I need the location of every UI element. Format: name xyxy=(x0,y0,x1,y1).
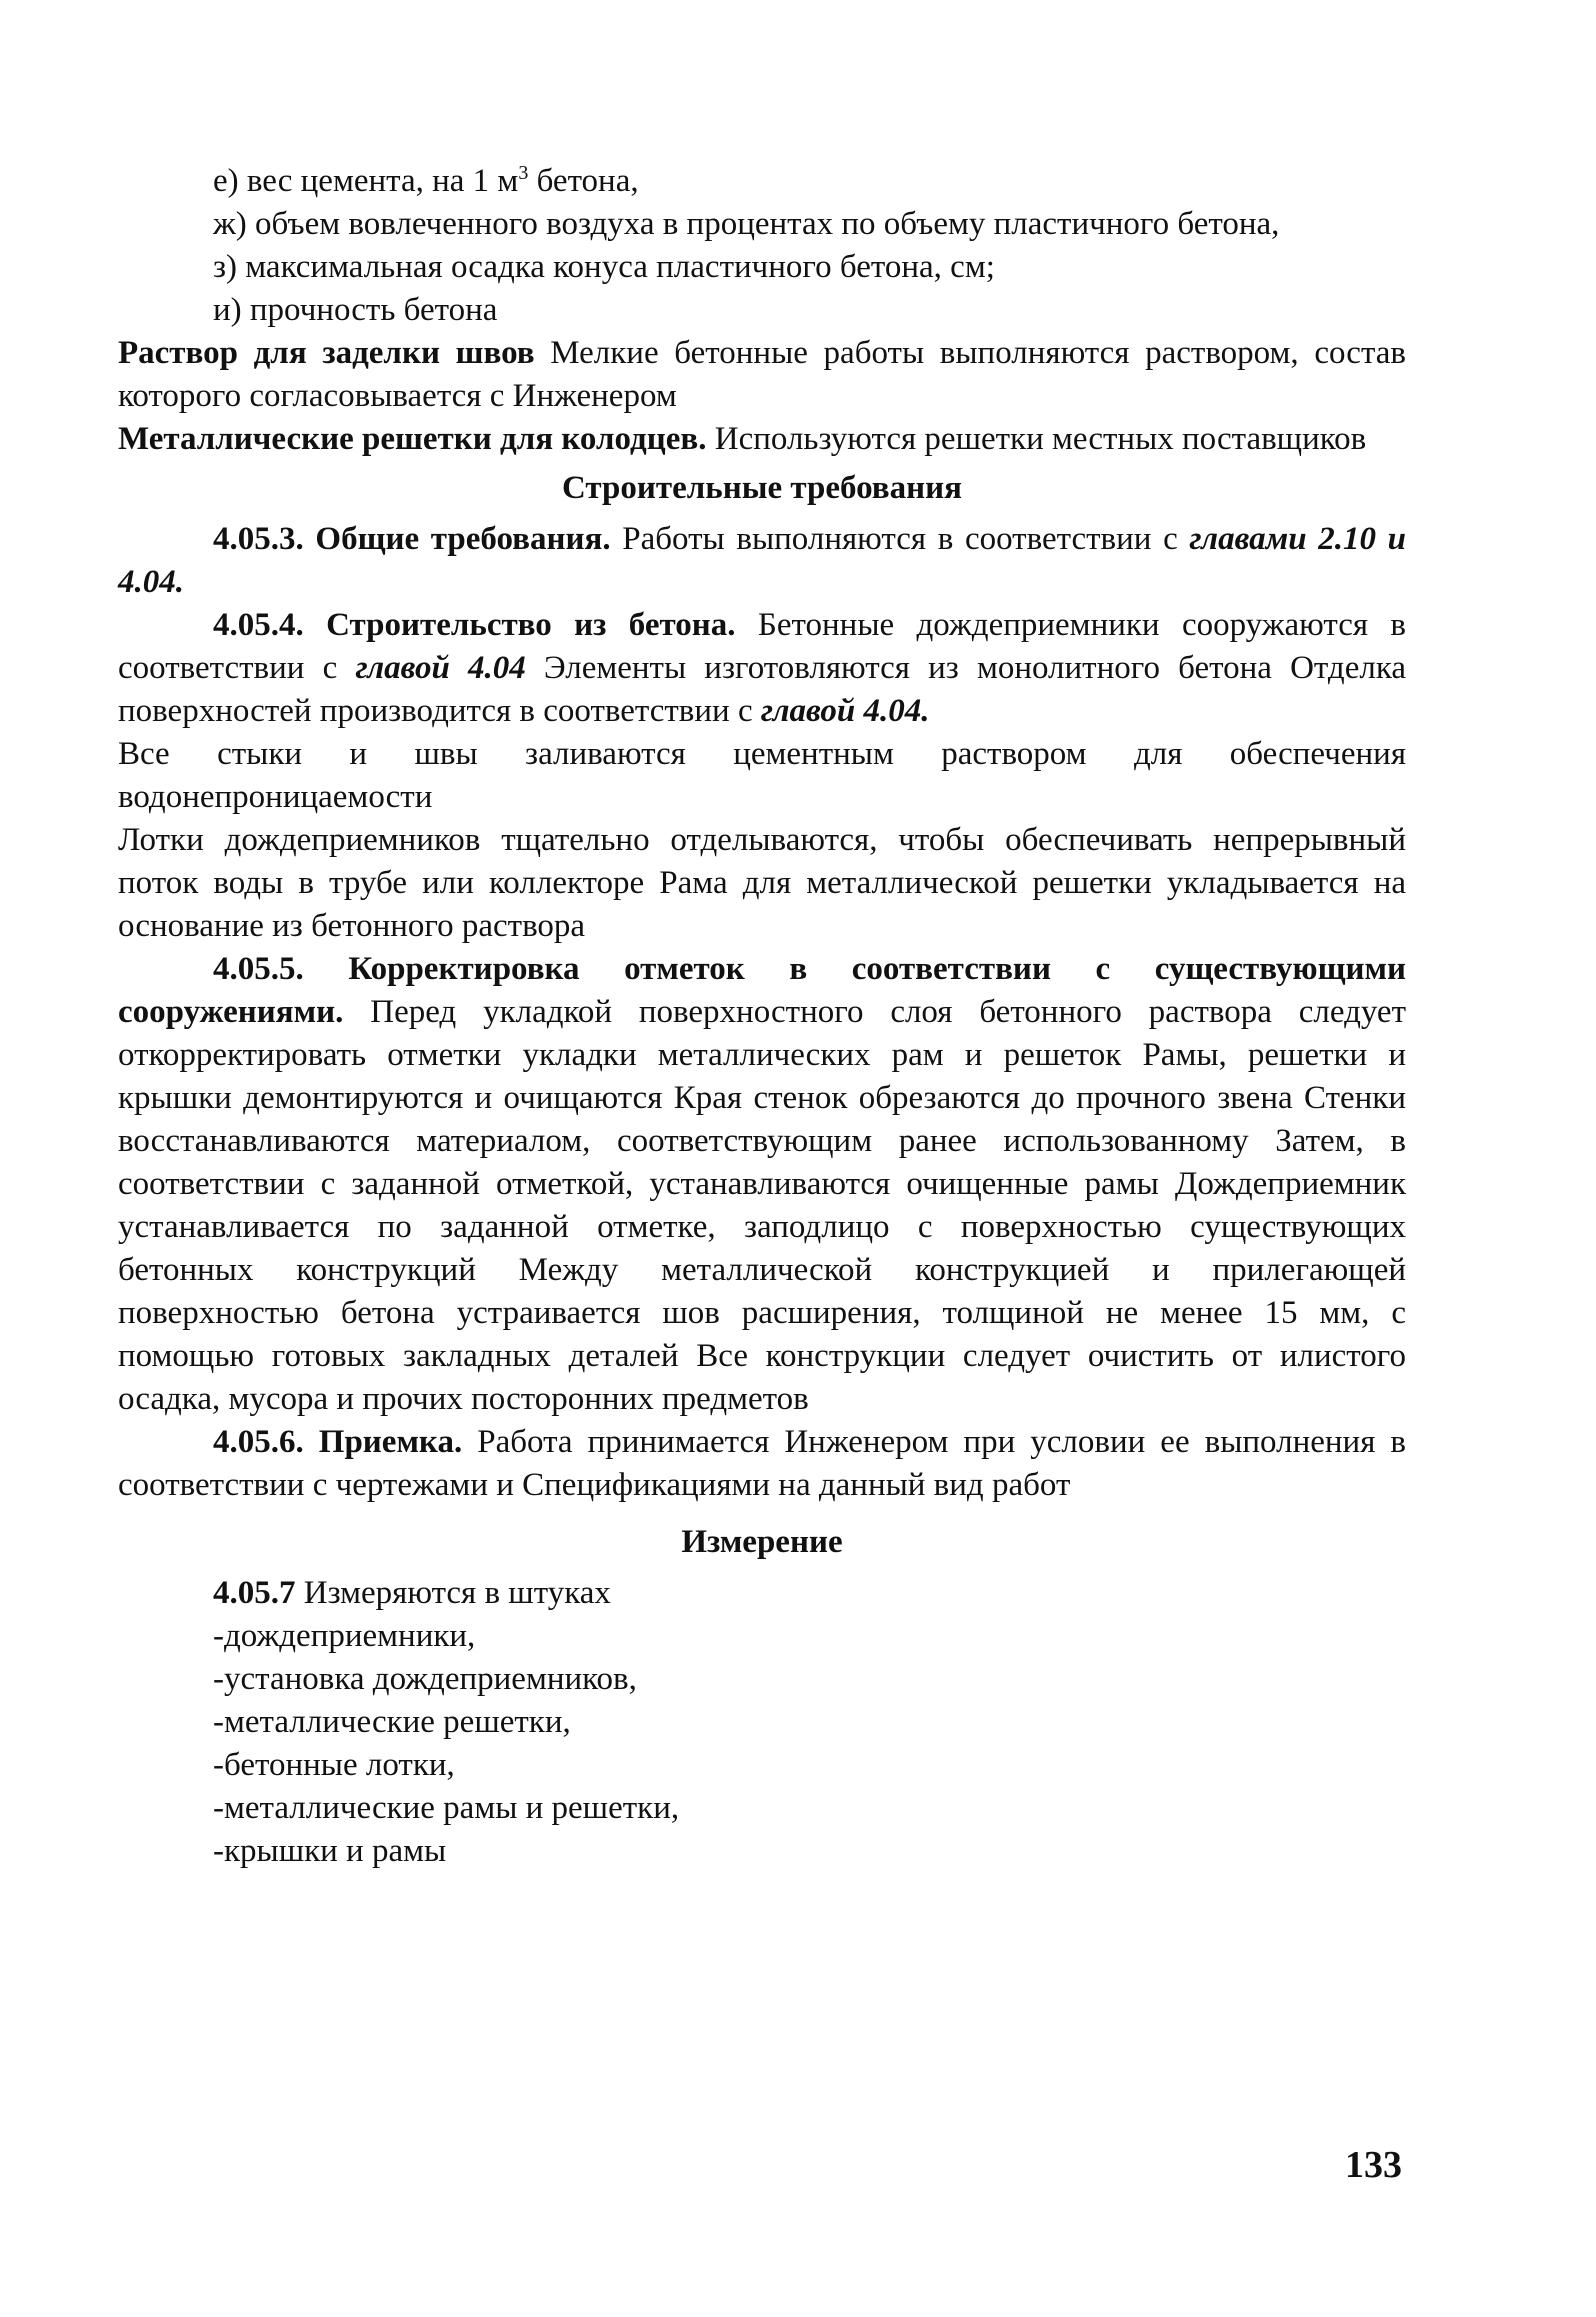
trays-paragraph: Лотки дождеприемников тщательно отделываются, чтобы обеспечивать непрерывный поток воды в трубе или коллекторе Рама для металлической решетки укладывается на основание из бетонного раствора xyxy=(118,822,1406,944)
section-4-05-7: 4.05.7 Измеряются в штуках xyxy=(213,1575,611,1611)
measure-item: -бетонные лотки, xyxy=(213,1747,455,1783)
heading-measure: Измерение xyxy=(681,1524,843,1560)
section-4-05-4: 4.05.4. Строительство из бетона. Бетонные дождеприемники сооружаются в соответствии с главой 4.04 Элементы изготовляются из монолитного бетона Отделка поверхностей производится в соответствии с главой 4.04. xyxy=(118,607,1407,729)
list-item-i: и) прочность бетона xyxy=(213,292,498,328)
body-text xyxy=(118,160,1406,1873)
grates-label: Металлические решетки для колодцев. xyxy=(118,421,707,457)
list-item-e: е) вес цемента, на 1 $м^3$ бетона, xyxy=(213,162,639,199)
list-item-z: з) максимальная осадка конуса пластичного бетона, см; xyxy=(213,249,995,285)
measure-item: -установка дождеприемников, xyxy=(213,1661,637,1697)
measure-item: -дождеприемники, xyxy=(213,1618,476,1654)
section-4-05-6: 4.05.6. Приемка. Работа принимается Инженером при условии ее выполнения в соответствии с чертежами и Спецификациями на данный вид работ xyxy=(118,1424,1406,1503)
mortar-label: Раствор для заделки швов xyxy=(118,335,535,371)
section-4-05-3: 4.05.3. Общие требования. Работы выполняются в соответствии с главами 2.10 и 4.04. xyxy=(118,521,1407,600)
section-4-05-5: 4.05.5. Корректировка отметок в соответствии с существующими сооружениями. Перед укладкой поверхностного слоя бетонного раствора следует откорректировать отметки укладки металлических рам и решеток Рамы, решетки и крышки демонтируются и очищаются Края стенок обрезаются до прочного звена Стенки восстанавливаются материалом, соответствующим ранее использованному Затем, в соответствии с заданной отметкой, устанавливаются очищенные рамы Дождеприемник устанавливается по заданной отметке, заподлицо с поверхностью существующих бетонных конструкций Между металлической конструкцией и прилегающей поверхностью бетона устраивается шов расширения, толщиной не менее 15 мм, с помощью готовых закладных деталей Все конструкции следует очистить от илистого осадка, мусора и прочих посторонних предметов xyxy=(118,951,1406,1417)
mortar-paragraph: Раствор для заделки швов Мелкие бетонные работы выполняются раствором, состав которого согласовывается с Инженером xyxy=(118,335,1407,414)
measure-item: -металлические рамы и решетки, xyxy=(213,1790,680,1826)
joints-paragraph: Все стыки и швы заливаются цементным раствором для обеспечения водонепроницаемости xyxy=(118,736,1406,815)
page-number: 133 xyxy=(1345,2144,1402,2186)
grates-paragraph: Металлические решетки для колодцев. Используются решетки местных поставщиков xyxy=(118,421,1367,457)
list-item-zh: ж) объем вовлеченного воздуха в процентах по объему пластичного бетона, xyxy=(213,206,1280,242)
heading-construction: Строительные требования xyxy=(562,470,962,506)
measure-item: -металлические решетки, xyxy=(213,1704,571,1740)
measure-item: -крышки и рамы xyxy=(213,1833,447,1869)
